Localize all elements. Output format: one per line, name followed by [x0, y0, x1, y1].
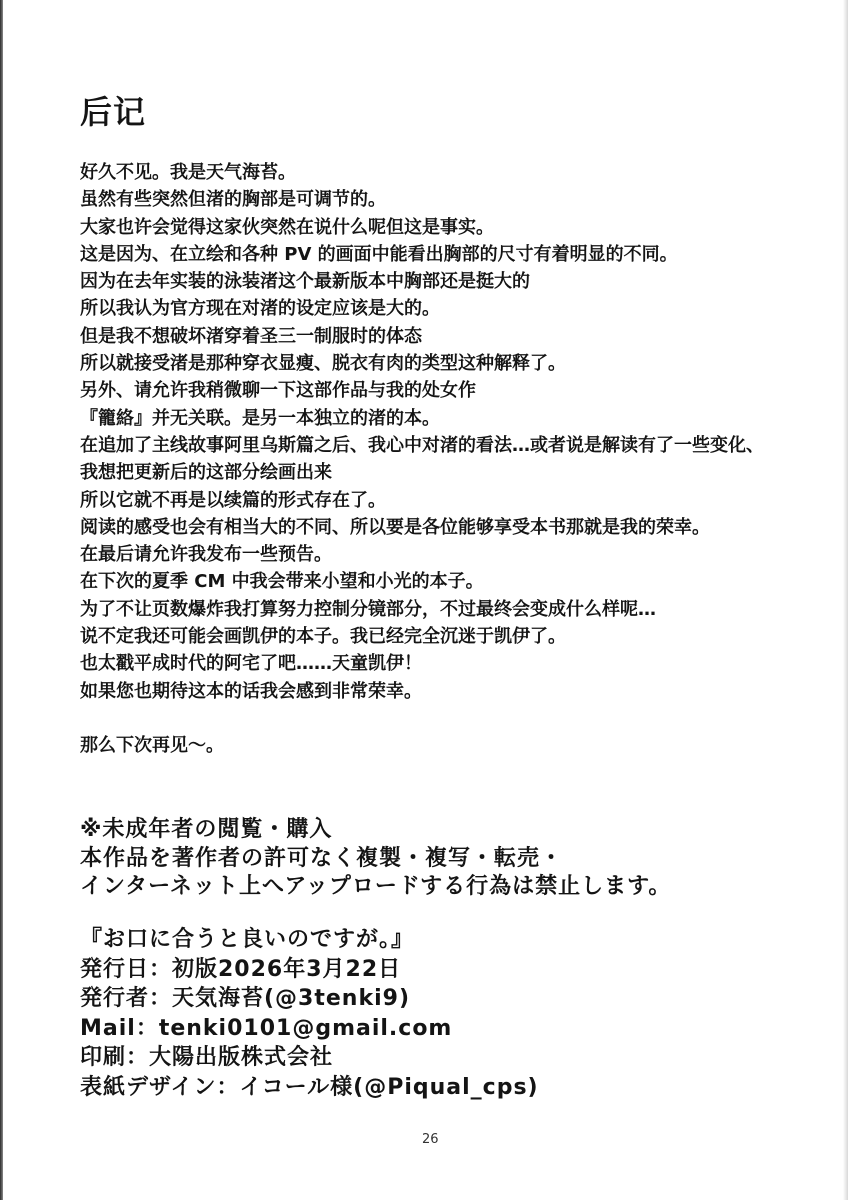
colophon-mail: Mail：tenki0101@gmail.com	[80, 1015, 453, 1041]
page-number: 26	[422, 1132, 439, 1147]
afterword-body	[80, 159, 764, 705]
scan-edge-left	[0, 0, 3, 1200]
colophon-printer: 印刷：大陽出版株式会社	[80, 1045, 334, 1070]
colophon-cover-design: 表紙デザイン：イコール様(@Piqual_cps)	[80, 1074, 539, 1100]
body-line: 好久不见。我是天气海苔。	[80, 162, 296, 183]
body-line: 也太戳平成时代的阿宅了吧……天童凯伊！	[80, 653, 422, 675]
scan-edge-right	[843, 0, 848, 1200]
body-line: 在下次的夏季 CM 中我会带来小望和小光的本子。	[80, 571, 484, 593]
notice-line: インターネット上へアップロードする行為は禁止します。	[80, 874, 672, 899]
body-line: 因为在去年实装的泳装渚这个最新版本中胸部还是挺大的	[80, 271, 530, 293]
body-line: 所以就接受渚是那种穿衣显瘦、脱衣有肉的类型这种解释了。	[80, 353, 566, 375]
notice-line: 本作品を著作者の許可なく複製・複写・転売・	[80, 845, 564, 871]
colophon-publish-date: 発行日：初版2026年3月22日	[80, 956, 402, 982]
book-title: 『お口に合うと良いのですが。』	[80, 927, 415, 952]
body-line: 如果您也期待这本的话我会感到非常荣幸。	[80, 680, 422, 702]
body-line: 另外、请允许我稍微聊一下这部作品与我的处女作	[80, 380, 476, 402]
body-line: 在最后请允许我发布一些预告。	[80, 544, 332, 566]
body-line: 阅读的感受也会有相当大的不同、所以要是各位能够享受本书那就是我的荣幸。	[80, 516, 710, 538]
body-line: 说不定我还可能会画凯伊的本子。我已经完全沉迷于凯伊了。	[80, 626, 566, 648]
closing-line: 那么下次再见～。	[80, 735, 224, 756]
copyright-notice	[80, 816, 671, 902]
page-title: 后记	[80, 93, 147, 131]
body-line: 我想把更新后的这部分绘画出来	[80, 462, 332, 484]
colophon	[80, 925, 539, 1102]
body-line: 这是因为、在立绘和各种 PV 的画面中能看出胸部的尺寸有着明显的不同。	[80, 243, 678, 265]
body-line: 虽然有些突然但渚的胸部是可调节的。	[80, 189, 386, 211]
body-line: 所以它就不再是以续篇的形式存在了。	[80, 489, 386, 511]
body-line: 在追加了主线故事阿里乌斯篇之后、我心中对渚的看法…或者说是解读有了一些变化、	[80, 434, 764, 456]
body-line: 但是我不想破坏渚穿着圣三一制服时的体态	[80, 325, 422, 347]
body-line: 所以我认为官方现在对渚的设定应该是大的。	[80, 298, 440, 320]
body-line: 为了不让页数爆炸我打算努力控制分镜部分，不过最终会变成什么样呢…	[80, 598, 656, 620]
body-line: 『籠絡』并无关联。是另一本独立的渚的本。	[80, 407, 440, 429]
body-line: 大家也许会觉得这家伙突然在说什么呢但这是事实。	[80, 216, 494, 238]
colophon-publisher: 発行者：天気海苔(@3tenki9)	[80, 986, 410, 1011]
notice-line: ※未成年者の閲覧・購入	[80, 817, 333, 842]
